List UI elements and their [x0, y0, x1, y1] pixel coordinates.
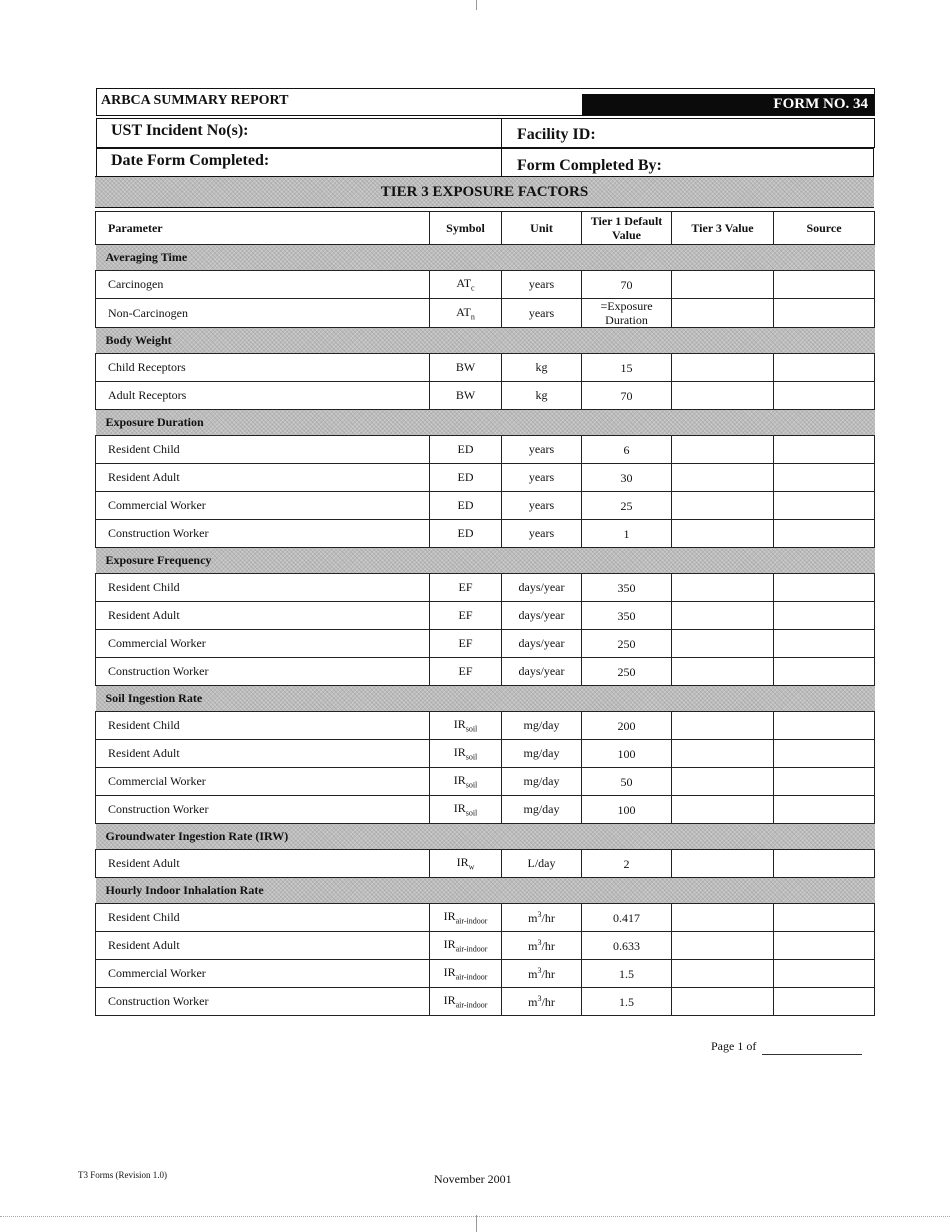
- source-cell[interactable]: [774, 988, 875, 1016]
- unit-cell: years: [502, 464, 582, 492]
- symbol-cell: [430, 602, 502, 630]
- table-header-row: [96, 212, 875, 245]
- source-cell[interactable]: [774, 299, 875, 328]
- table-row: [96, 464, 875, 492]
- parameter-cell: Commercial Worker: [96, 630, 430, 658]
- unit-cell: days/year: [502, 630, 582, 658]
- source-cell[interactable]: [774, 904, 875, 932]
- scan-mark-bottom: [476, 1215, 478, 1232]
- unit-cell: L/day: [502, 850, 582, 878]
- symbol-text: AT: [456, 276, 472, 291]
- symbol-text: BW: [455, 388, 476, 402]
- symbol-cell: [430, 768, 502, 796]
- symbol-text: ED: [457, 470, 474, 484]
- section-heading: Groundwater Ingestion Rate (IRW): [96, 824, 875, 850]
- facility-id-label: Facility ID:: [517, 126, 596, 143]
- table-row: [96, 271, 875, 299]
- table-row: [96, 904, 875, 932]
- parameter-cell: Child Receptors: [96, 354, 430, 382]
- parameter-cell: Resident Adult: [96, 602, 430, 630]
- unit-cell: mg/day: [502, 796, 582, 824]
- table-row: [96, 988, 875, 1016]
- symbol-text: IR: [453, 745, 466, 760]
- table-body: [96, 245, 875, 1016]
- default-value-cell: 1.5: [582, 960, 672, 988]
- parameter-cell: Carcinogen: [96, 271, 430, 299]
- section-row: [96, 548, 875, 574]
- default-value-cell: 1: [582, 520, 672, 548]
- scan-edge: [0, 1216, 950, 1217]
- table-row: [96, 740, 875, 768]
- symbol-text: IR: [443, 937, 456, 952]
- parameter-cell: Construction Worker: [96, 796, 430, 824]
- tier3-value-cell[interactable]: [672, 932, 774, 960]
- symbol-text: EF: [458, 608, 473, 622]
- col-header-symbol: Symbol: [430, 212, 502, 245]
- symbol-cell: [430, 630, 502, 658]
- tier3-value-cell[interactable]: [672, 382, 774, 410]
- ust-incident-label: UST Incident No(s):: [111, 122, 249, 139]
- symbol-cell: [430, 520, 502, 548]
- parameter-cell: Resident Child: [96, 712, 430, 740]
- tier3-value-cell[interactable]: [672, 602, 774, 630]
- symbol-text: IR: [443, 993, 456, 1008]
- unit-cell: years: [502, 492, 582, 520]
- unit-cell: mg/day: [502, 740, 582, 768]
- source-cell[interactable]: [774, 354, 875, 382]
- tier3-value-cell[interactable]: [672, 574, 774, 602]
- symbol-text: IR: [443, 909, 456, 924]
- unit-cell: days/year: [502, 574, 582, 602]
- section-heading: Exposure Frequency: [96, 548, 875, 574]
- symbol-cell: [430, 492, 502, 520]
- source-cell[interactable]: [774, 960, 875, 988]
- parameter-cell: Construction Worker: [96, 520, 430, 548]
- symbol-cell: [430, 712, 502, 740]
- section-heading: Body Weight: [96, 328, 875, 354]
- tier3-value-cell[interactable]: [672, 904, 774, 932]
- symbol-cell: [430, 904, 502, 932]
- tier3-value-cell[interactable]: [672, 354, 774, 382]
- tier3-value-cell[interactable]: [672, 436, 774, 464]
- tier3-value-cell[interactable]: [672, 630, 774, 658]
- unit-cell: $m^3/hr$: [502, 960, 582, 988]
- footer-date: November 2001: [434, 1172, 512, 1186]
- symbol-text: IR: [443, 965, 456, 980]
- table-row: [96, 850, 875, 878]
- symbol-cell: [430, 658, 502, 686]
- table-row: [96, 768, 875, 796]
- default-value-cell: 70: [582, 271, 672, 299]
- symbol-text: EF: [458, 636, 473, 650]
- section-heading: Averaging Time: [96, 245, 875, 271]
- symbol-cell: [430, 740, 502, 768]
- unit-cell: mg/day: [502, 712, 582, 740]
- col-header-unit: Unit: [502, 212, 582, 245]
- symbol-subscript: soil: [465, 808, 478, 818]
- symbol-cell: [430, 436, 502, 464]
- default-value-cell: 100: [582, 740, 672, 768]
- table-row: [96, 932, 875, 960]
- exposure-factors-table: [95, 211, 875, 1016]
- tier3-value-cell[interactable]: [672, 520, 774, 548]
- symbol-subscript: soil: [465, 780, 478, 790]
- symbol-text: IR: [453, 717, 466, 732]
- default-value-cell: 6: [582, 436, 672, 464]
- section-row: [96, 245, 875, 271]
- page-total-blank: [762, 1054, 862, 1055]
- page-number: Page 1 of: [711, 1039, 757, 1053]
- default-value-cell: 30: [582, 464, 672, 492]
- symbol-cell: [430, 354, 502, 382]
- default-value-cell: 2: [582, 850, 672, 878]
- table-row: [96, 602, 875, 630]
- symbol-text: IR: [453, 773, 466, 788]
- tier3-value-cell[interactable]: [672, 712, 774, 740]
- section-row: [96, 824, 875, 850]
- parameter-cell: Commercial Worker: [96, 492, 430, 520]
- symbol-cell: [430, 988, 502, 1016]
- tier3-value-cell[interactable]: [672, 658, 774, 686]
- parameter-cell: Commercial Worker: [96, 768, 430, 796]
- symbol-subscript: soil: [465, 752, 478, 762]
- source-cell[interactable]: [774, 574, 875, 602]
- symbol-text: EF: [458, 580, 473, 594]
- symbol-text: ED: [457, 498, 474, 512]
- report-title: ARBCA SUMMARY REPORT: [101, 93, 289, 108]
- source-cell[interactable]: [774, 464, 875, 492]
- symbol-cell: [430, 850, 502, 878]
- source-cell[interactable]: [774, 271, 875, 299]
- source-cell[interactable]: [774, 712, 875, 740]
- table-row: [96, 354, 875, 382]
- symbol-subscript: soil: [465, 724, 478, 734]
- incident-row: [96, 118, 875, 148]
- symbol-cell: [430, 382, 502, 410]
- unit-cell: $m^3/hr$: [502, 932, 582, 960]
- symbol-cell: [430, 960, 502, 988]
- unit-cell: years: [502, 436, 582, 464]
- source-cell[interactable]: [774, 382, 875, 410]
- section-row: [96, 410, 875, 436]
- source-cell[interactable]: [774, 602, 875, 630]
- parameter-cell: Resident Adult: [96, 932, 430, 960]
- unit-cell: days/year: [502, 658, 582, 686]
- parameter-cell: Resident Adult: [96, 740, 430, 768]
- symbol-cell: [430, 464, 502, 492]
- source-cell[interactable]: [774, 520, 875, 548]
- unit-cell: mg/day: [502, 768, 582, 796]
- default-value-cell: 15: [582, 354, 672, 382]
- parameter-cell: Adult Receptors: [96, 382, 430, 410]
- source-cell[interactable]: [774, 768, 875, 796]
- symbol-text: ED: [457, 526, 474, 540]
- revision-note: T3 Forms (Revision 1.0): [78, 1170, 167, 1180]
- default-value-cell: 0.633: [582, 932, 672, 960]
- table-row: [96, 574, 875, 602]
- table-row: [96, 436, 875, 464]
- report-header: [96, 88, 875, 116]
- default-value-cell: 250: [582, 658, 672, 686]
- symbol-subscript: air-indoor: [455, 1000, 488, 1010]
- symbol-text: IR: [453, 801, 466, 816]
- col-header-tier3: Tier 3 Value: [672, 212, 774, 245]
- unit-cell: $m^3/hr$: [502, 988, 582, 1016]
- tier3-value-cell[interactable]: [672, 271, 774, 299]
- tier3-value-cell[interactable]: [672, 850, 774, 878]
- parameter-cell: Construction Worker: [96, 988, 430, 1016]
- default-value-cell: 25: [582, 492, 672, 520]
- default-value-cell: 0.417: [582, 904, 672, 932]
- table-row: [96, 382, 875, 410]
- divider: [501, 119, 502, 147]
- parameter-cell: Resident Child: [96, 904, 430, 932]
- source-cell[interactable]: [774, 630, 875, 658]
- symbol-cell: [430, 271, 502, 299]
- source-cell[interactable]: [774, 850, 875, 878]
- table-row: [96, 960, 875, 988]
- section-heading: Soil Ingestion Rate: [96, 686, 875, 712]
- tier3-value-cell[interactable]: [672, 768, 774, 796]
- source-cell[interactable]: [774, 796, 875, 824]
- default-value-cell: 350: [582, 602, 672, 630]
- section-heading: Exposure Duration: [96, 410, 875, 436]
- col-header-parameter: Parameter: [96, 212, 430, 245]
- default-value-cell: 50: [582, 768, 672, 796]
- source-cell[interactable]: [774, 740, 875, 768]
- parameter-cell: Resident Child: [96, 436, 430, 464]
- default-value-cell: 1.5: [582, 988, 672, 1016]
- default-value-cell: 200: [582, 712, 672, 740]
- symbol-text: AT: [456, 304, 471, 319]
- source-cell[interactable]: [774, 658, 875, 686]
- date-completed-label: Date Form Completed:: [111, 152, 270, 169]
- parameter-cell: Resident Child: [96, 574, 430, 602]
- default-value-cell: 250: [582, 630, 672, 658]
- symbol-text: ED: [457, 442, 474, 456]
- symbol-cell: [430, 299, 502, 328]
- source-cell[interactable]: [774, 932, 875, 960]
- parameter-cell: Resident Adult: [96, 850, 430, 878]
- section-row: [96, 878, 875, 904]
- tier3-value-cell[interactable]: [672, 492, 774, 520]
- parameter-cell: Construction Worker: [96, 658, 430, 686]
- symbol-subscript: air-indoor: [455, 972, 488, 982]
- unit-cell: years: [502, 299, 582, 328]
- tier3-value-cell[interactable]: [672, 740, 774, 768]
- symbol-text: IR: [456, 855, 469, 870]
- symbol-subscript: n: [470, 312, 475, 322]
- table-row: [96, 492, 875, 520]
- tier3-value-cell[interactable]: [672, 464, 774, 492]
- scan-mark-top: [476, 0, 478, 10]
- table-row: [96, 796, 875, 824]
- section-title-bar: [95, 176, 874, 208]
- tier3-value-cell[interactable]: [672, 960, 774, 988]
- unit-cell: $m^3/hr$: [502, 904, 582, 932]
- tier3-value-cell[interactable]: [672, 988, 774, 1016]
- default-value-cell: 100: [582, 796, 672, 824]
- default-value-cell: 70: [582, 382, 672, 410]
- completed-by-label: Form Completed By:: [517, 157, 662, 174]
- symbol-cell: [430, 932, 502, 960]
- source-cell[interactable]: [774, 492, 875, 520]
- parameter-cell: Resident Adult: [96, 464, 430, 492]
- source-cell[interactable]: [774, 436, 875, 464]
- table-row: [96, 712, 875, 740]
- symbol-cell: [430, 796, 502, 824]
- table-row: [96, 520, 875, 548]
- symbol-text: BW: [455, 360, 476, 374]
- table-row: [96, 630, 875, 658]
- default-value-cell: =Exposure Duration: [582, 299, 672, 328]
- section-row: [96, 328, 875, 354]
- unit-cell: years: [502, 271, 582, 299]
- form-number: FORM NO. 34: [582, 94, 874, 115]
- col-header-source: Source: [774, 212, 875, 245]
- parameter-cell: Commercial Worker: [96, 960, 430, 988]
- default-value-cell: 350: [582, 574, 672, 602]
- symbol-subscript: air-indoor: [455, 916, 488, 926]
- table-row: [96, 299, 875, 328]
- tier3-value-cell[interactable]: [672, 299, 774, 328]
- table-row: [96, 658, 875, 686]
- symbol-cell: [430, 574, 502, 602]
- divider: [501, 149, 502, 179]
- symbol-subscript: c: [471, 283, 475, 293]
- unit-cell: kg: [502, 382, 582, 410]
- parameter-cell: Non-Carcinogen: [96, 299, 430, 328]
- unit-cell: kg: [502, 354, 582, 382]
- symbol-subscript: w: [468, 862, 475, 872]
- col-header-default: Tier 1 Default Value: [582, 212, 672, 245]
- unit-cell: days/year: [502, 602, 582, 630]
- section-title: TIER 3 EXPOSURE FACTORS: [380, 184, 589, 200]
- section-heading: Hourly Indoor Inhalation Rate: [96, 878, 875, 904]
- section-row: [96, 686, 875, 712]
- symbol-text: EF: [458, 664, 473, 678]
- symbol-subscript: air-indoor: [455, 944, 488, 954]
- unit-cell: years: [502, 520, 582, 548]
- tier3-value-cell[interactable]: [672, 796, 774, 824]
